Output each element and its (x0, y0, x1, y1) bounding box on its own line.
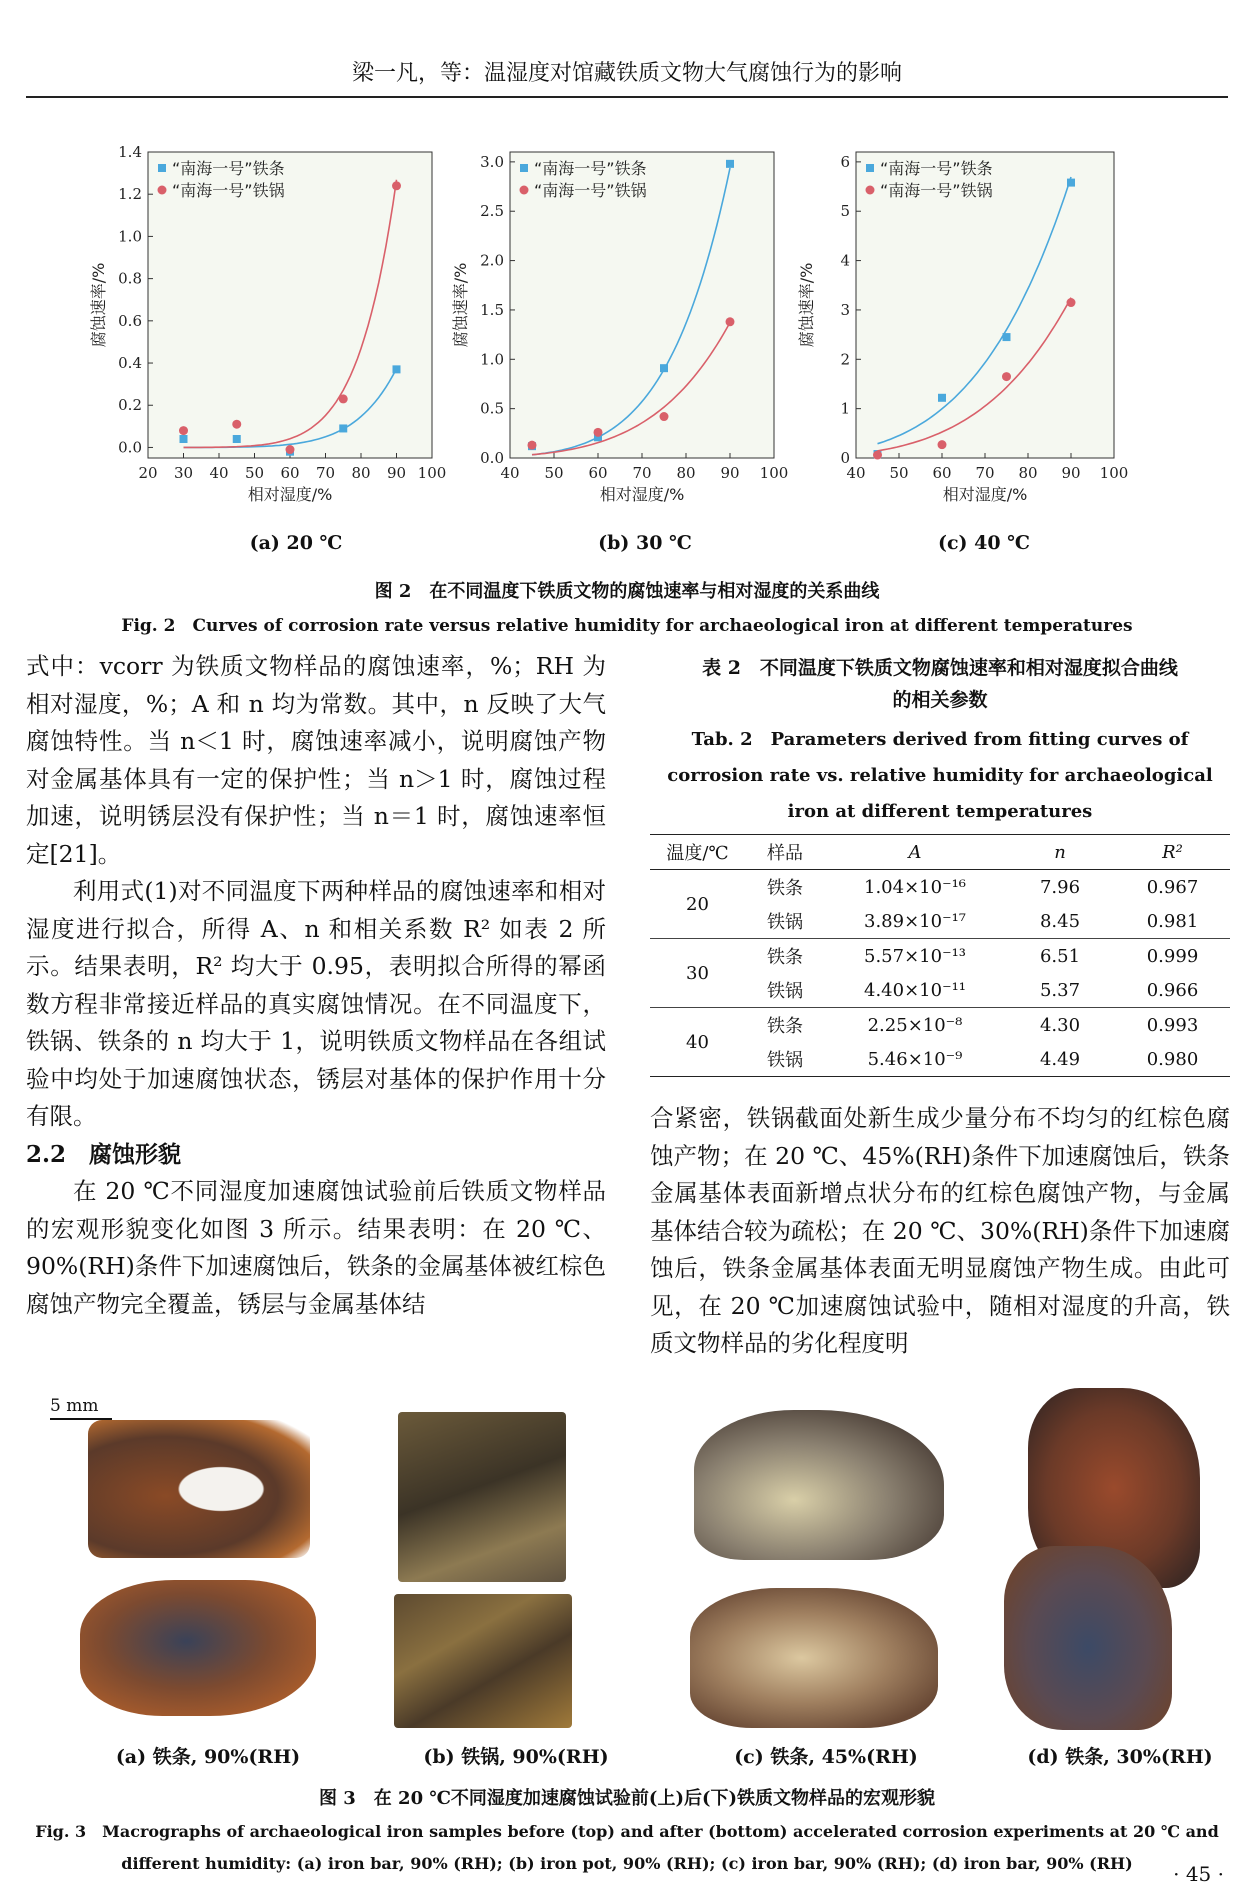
y-tick-label: 0.5 (480, 399, 504, 418)
x-tick-label: 20 (138, 464, 158, 482)
data-point (726, 317, 735, 326)
y-tick-label: 5 (840, 202, 850, 221)
chart-b (448, 140, 789, 520)
x-tick-label: 60 (588, 464, 608, 482)
data-point (286, 445, 295, 454)
y-tick-label: 2.0 (480, 251, 504, 270)
y-tick-label: 2 (840, 350, 850, 369)
y-tick-label: 3 (840, 300, 850, 319)
x-tick-label: 70 (315, 464, 336, 482)
table2-caption-cn: 表 2 不同温度下铁质文物腐蚀速率和相对湿度拟合曲线 的相关参数 (702, 657, 1178, 711)
figure2-caption-en: Fig. 2 Curves of corrosion rate versus relative humidity for archaeological iron at different temperatures (121, 616, 1133, 636)
data-point (938, 440, 947, 449)
legend-label: “南海一号”铁锅 (880, 181, 993, 200)
y-tick-label: 0.2 (118, 396, 142, 415)
y-tick-label: 1.0 (118, 227, 142, 246)
chart-a-label: (a) 20 ℃ (249, 532, 343, 554)
x-tick-label: 100 (759, 464, 789, 482)
table-row: 铁锅 5.46×10⁻⁹ 4.49 0.980 (767, 1048, 1199, 1071)
legend-marker (866, 186, 875, 195)
x-tick-label: 100 (1099, 464, 1129, 482)
data-point (873, 451, 882, 460)
table-header: R² (1115, 835, 1230, 870)
figure2-caption-cn: 图 2 在不同温度下铁质文物的腐蚀速率与相对湿度的关系曲线 (374, 581, 880, 602)
page-number: · 45 · (1173, 1862, 1224, 1886)
legend-marker (520, 164, 528, 172)
table-header: A (825, 835, 1005, 870)
data-point (1067, 298, 1076, 307)
chart-a-svg (86, 140, 447, 520)
legend-label: “南海一号”铁条 (534, 159, 647, 178)
x-tick-label: 40 (846, 464, 866, 482)
scale-bar: 5 mm (50, 1396, 112, 1420)
photo-c-before (694, 1410, 944, 1560)
y-tick-label: 1.4 (118, 143, 142, 161)
data-point (393, 365, 401, 373)
table2 (650, 834, 1230, 1077)
photo-label-b: (b) 铁锅, 90%(RH) (423, 1746, 609, 1768)
legend-marker (866, 164, 874, 172)
x-tick-label: 90 (386, 464, 407, 482)
chart-a (86, 140, 447, 520)
paragraph-formula-explanation: 式中：vcorr 为铁质文物样品的腐蚀速率，%；RH 为相对湿度，%；A 和 n 均为常数。其中，n 反映了大气腐蚀特性。当 n＜1 时，腐蚀速率减小，说明腐蚀产物对金属基体具有一定的保护性；当 n＞1 时，腐蚀过程加速，说明锈层没有保护性；当 n＝1 时，腐蚀速率恒定[21]。 (26, 652, 606, 868)
legend-label: “南海一号”铁锅 (534, 181, 647, 200)
x-tick-label: 70 (975, 464, 995, 482)
y-tick-label: 0.6 (118, 311, 142, 330)
table-row: 铁锅 4.40×10⁻¹¹ 5.37 0.966 (767, 979, 1199, 1002)
header-rule (26, 96, 1228, 98)
x-tick-label: 70 (632, 464, 652, 482)
y-tick-label: 0 (840, 449, 850, 467)
legend-label: “南海一号”铁条 (880, 159, 993, 178)
table-row: 30 铁条 5.57×10⁻¹³ 6.51 0.999 (650, 939, 1230, 974)
x-tick-label: 50 (889, 464, 909, 482)
x-tick-label: 80 (1018, 464, 1038, 482)
x-tick-label: 60 (280, 464, 300, 482)
x-tick-label: 40 (500, 464, 520, 482)
photo-b-before (398, 1412, 566, 1582)
data-point (1003, 333, 1011, 341)
x-tick-label: 40 (209, 464, 229, 482)
paragraph-morphology-continued: 合紧密，铁锅截面处新生成少量分布不均匀的红棕色腐蚀产物；在 20 ℃、45%(RH)条件下加速腐蚀后，铁条金属基体表面新增点状分布的红棕色腐蚀产物，与金属基体结合较为疏松；在 20 ℃、30%(RH)条件下加速腐蚀后，铁条金属基体表面无明显腐蚀产物生成。由此可见，在 20 ℃加速腐蚀试验中，随相对湿度的升高，铁质文物样品的劣化程度明 (650, 1104, 1230, 1357)
data-point (339, 394, 348, 403)
x-tick-label: 50 (244, 464, 265, 482)
y-tick-label: 1.2 (118, 185, 142, 204)
y-axis-label: 腐蚀速率/% (89, 262, 108, 348)
y-tick-label: 3.0 (480, 152, 504, 171)
data-point (1067, 179, 1075, 187)
y-tick-label: 6 (840, 152, 850, 171)
x-tick-label: 80 (351, 464, 371, 482)
legend-marker (158, 186, 167, 195)
paragraph-fitting-results: 利用式(1)对不同温度下两种样品的腐蚀速率和相对湿度进行拟合，所得 A、n 和相关系数 R² 如表 2 所示。结果表明，R² 均大于 0.95，表明拟合所得的幂函数方程非常接近样品的真实腐蚀情况。在不同温度下，铁锅、铁条的 n 均大于 1，说明铁质文物样品在各组试验中均处于加速腐蚀状态，锈层对基体的保护作用十分有限。 (26, 877, 606, 1130)
photo-label-c: (c) 铁条, 45%(RH) (734, 1746, 918, 1768)
photo-d-after (1004, 1546, 1172, 1730)
y-tick-label: 0.8 (118, 269, 142, 288)
legend-label: “南海一号”铁条 (172, 159, 285, 178)
y-tick-label: 0.4 (118, 354, 142, 373)
table-header: 温度/℃ (650, 835, 745, 870)
paragraph-morphology: 在 20 ℃不同湿度加速腐蚀试验前后铁质文物样品的宏观形貌变化如图 3 所示。结果表明：在 20 ℃、90%(RH)条件下加速腐蚀后，铁条的金属基体被红棕色腐蚀产物完全覆盖，锈层与金属基体结 (26, 1177, 606, 1318)
photo-a-after (80, 1580, 316, 1716)
y-tick-label: 1.0 (480, 350, 504, 369)
legend-marker (520, 186, 529, 195)
x-tick-label: 90 (720, 464, 740, 482)
y-axis-label: 腐蚀速率/% (451, 262, 470, 348)
x-axis-label: 相对湿度/% (942, 485, 1028, 504)
table-header: 样品 (745, 835, 825, 870)
figure3-caption-en: Fig. 3 Macrographs of archaeological iron samples before (top) and after (bottom) accelerated corrosion experiments at 20 ℃ and different humidity: (a) iron bar, 90% (RH); (b) iron pot, 90% (RH); (c) iron bar, 90% (RH); (d) iron bar, 90% (RH) (35, 1822, 1219, 1873)
chart-b-svg (448, 140, 789, 520)
photo-c-after (690, 1588, 938, 1728)
section-heading: 2.2 腐蚀形貌 (26, 1140, 182, 1168)
chart-b-label: (b) 30 ℃ (598, 532, 692, 554)
photo-b-after (394, 1594, 572, 1728)
left-column (26, 648, 606, 1323)
table-row: 40 铁条 2.25×10⁻⁸ 4.30 0.993 (650, 1008, 1230, 1043)
table-row: 铁锅 3.89×10⁻¹⁷ 8.45 0.981 (767, 910, 1199, 933)
data-point (179, 426, 188, 435)
data-point (938, 394, 946, 402)
photo-a-before (88, 1420, 310, 1558)
y-tick-label: 0.0 (118, 438, 142, 457)
x-axis-label: 相对湿度/% (247, 485, 333, 504)
y-tick-label: 1.5 (480, 300, 504, 319)
photo-label-a: (a) 铁条, 90%(RH) (115, 1746, 301, 1768)
data-point (594, 428, 603, 437)
chart-c (794, 140, 1129, 520)
legend-marker (158, 164, 166, 172)
y-tick-label: 1 (840, 399, 850, 418)
y-axis-label: 腐蚀速率/% (797, 262, 816, 348)
table-header: n (1005, 835, 1115, 870)
table2-caption-en: Tab. 2 Parameters derived from fitting curves of corrosion rate vs. relative humidity for archaeological iron at different temperatures (667, 729, 1213, 822)
data-point (1002, 372, 1011, 381)
y-tick-label: 0.0 (480, 449, 504, 467)
running-title: 梁一凡，等：温湿度对馆藏铁质文物大气腐蚀行为的影响 (351, 61, 902, 86)
data-point (726, 160, 734, 168)
chart-c-svg (794, 140, 1129, 520)
x-tick-label: 50 (544, 464, 564, 482)
x-tick-label: 30 (173, 464, 194, 482)
x-axis-label: 相对湿度/% (599, 485, 685, 504)
data-point (339, 424, 347, 432)
data-point (660, 412, 669, 421)
x-tick-label: 90 (1061, 464, 1081, 482)
data-point (232, 420, 241, 429)
photo-label-d: (d) 铁条, 30%(RH) (1027, 1746, 1213, 1768)
data-point (180, 435, 188, 443)
figure3-caption-cn: 图 3 在 20 ℃不同湿度加速腐蚀试验前(上)后(下)铁质文物样品的宏观形貌 (318, 1788, 935, 1809)
x-tick-label: 60 (932, 464, 952, 482)
data-point (233, 435, 241, 443)
chart-c-label: (c) 40 ℃ (938, 532, 1030, 554)
data-point (392, 181, 401, 190)
legend-label: “南海一号”铁锅 (172, 181, 285, 200)
data-point (528, 441, 537, 450)
y-tick-label: 2.5 (480, 202, 504, 221)
table-row: 20 铁条 1.04×10⁻¹⁶ 7.96 0.967 (686, 876, 1199, 915)
y-tick-label: 4 (840, 251, 850, 270)
x-tick-label: 80 (676, 464, 696, 482)
right-column-text (650, 1100, 1230, 1363)
x-tick-label: 100 (417, 464, 447, 482)
data-point (660, 364, 668, 372)
